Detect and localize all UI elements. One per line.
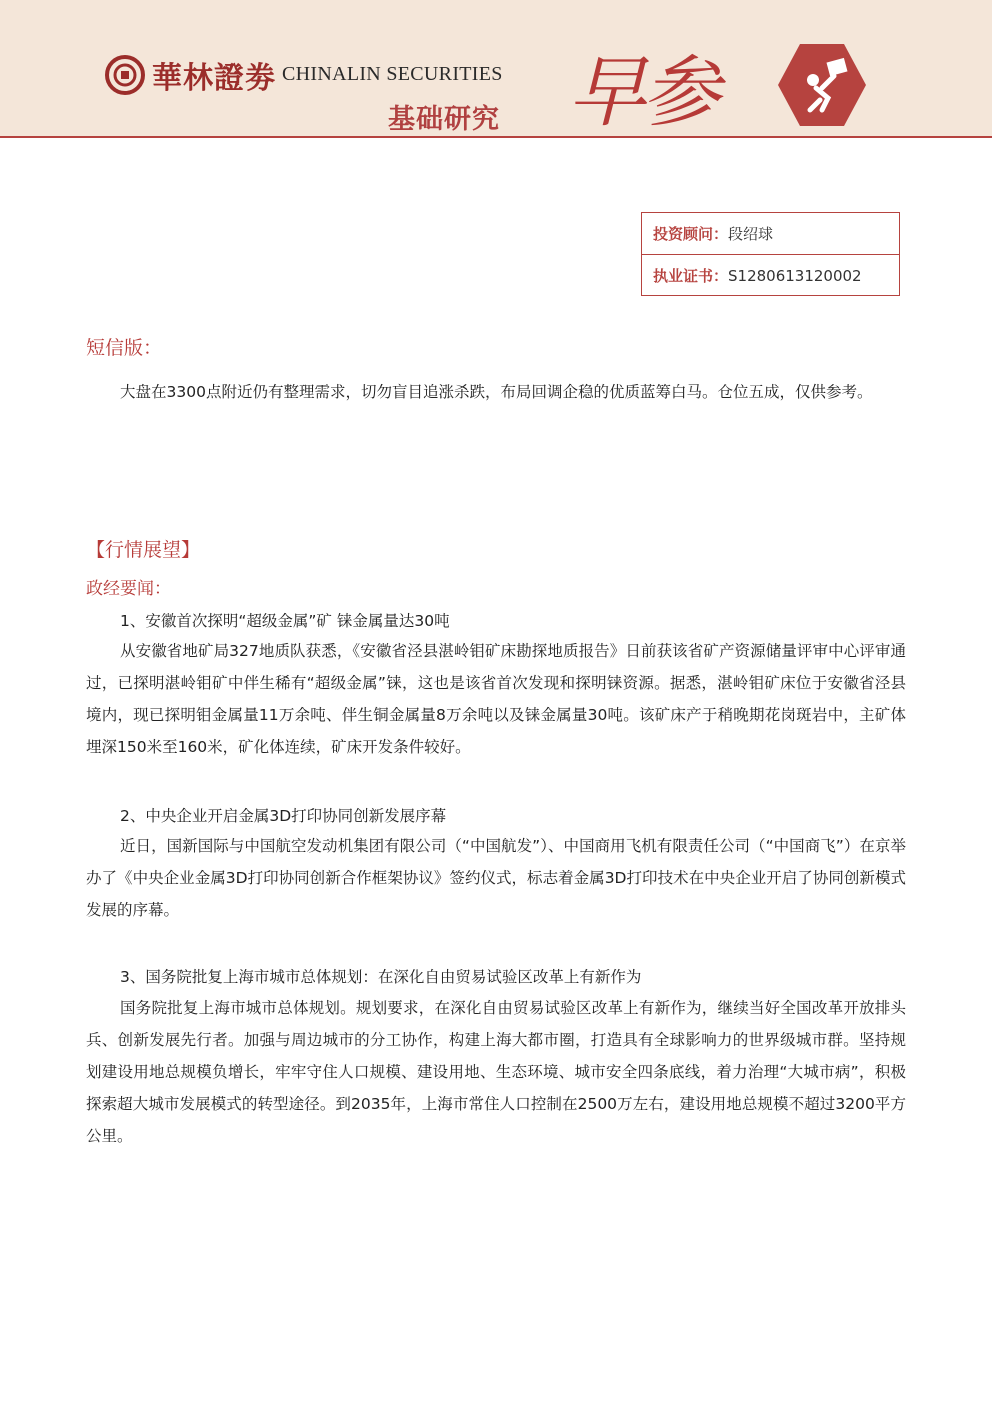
license-number: S1280613120002 (728, 266, 862, 285)
advisor-label: 投资顾问： (653, 225, 729, 243)
news-item-body: 从安徽省地矿局327地质队获悉，《安徽省泾县湛岭钼矿床勘探地质报告》日前获该省矿产资源储量评审中心评审通过，已探明湛岭钼矿中伴生稀有“超级金属”铼，这也是该省首次发现和探明铼资源。据悉，湛岭钼矿床位于安徽省泾县境内，现已探明钼金属量11万余吨、伴生铜金属量8万余吨以及铼金属量30吨。该矿床产于稍晚期花岗斑岩中，主矿体埋深150米至160米，矿化体连续，矿床开发条件较好。 (86, 642, 906, 756)
news-item-title: 1、安徽首次探明“超级金属”矿 铼金属量达30吨 (120, 612, 450, 630)
sms-paragraph: 大盘在3300点附近仍有整理需求，切勿盲目追涨杀跌，布局回调企稳的优质蓝筹白马。仓位五成，仅供参考。 (120, 383, 873, 401)
advisor-row (642, 213, 899, 254)
license-row (642, 254, 899, 296)
hexagon-reader-icon (776, 42, 868, 128)
outlook-section-title: 【行情展望】 (86, 539, 201, 561)
news-item-title: 3、国务院批复上海市城市总体规划：在深化自由贸易试验区改革上有新作为 (120, 968, 642, 986)
chinalin-logo-icon (105, 55, 145, 95)
news-item-title: 2、中央企业开启金属3D打印协同创新发展序幕 (120, 807, 447, 825)
report-title: 早参 (568, 48, 717, 138)
license-label: 执业证书： (653, 267, 729, 285)
news-item-body: 近日，国新国际与中国航空发动机集团有限公司（“中国航发”）、中国商用飞机有限责任公司（“中国商飞”）在京举办了《中央企业金属3D打印协同创新合作框架协议》签约仪式，标志着金属3D打印技术在中央企业开启了协同创新模式发展的序幕。 (86, 837, 906, 919)
sms-section-title: 短信版： (86, 337, 163, 359)
outlook-subtitle: 政经要闻： (86, 579, 171, 599)
page-header (0, 0, 992, 138)
news-item-body: 国务院批复上海市城市总体规划。规划要求，在深化自由贸易试验区改革上有新作为，继续当好全国改革开放排头兵、创新发展先行者。加强与周边城市的分工协作，构建上海大都市圈，打造具有全球影响力的世界级城市群。坚持规划建设用地总规模负增长，牢牢守住人口规模、建设用地、生态环境、城市安全四条底线，着力治理“大城市病”，积极探索超大城市发展模式的转型途径。到2035年，上海市常住人口控制在2500万左右，建设用地总规模不超过3200平方公里。 (86, 999, 906, 1145)
brand-name-en: CHINALIN SECURITIES (282, 63, 503, 85)
report-category: 基础研究 (388, 104, 500, 135)
advisor-name: 段绍球 (728, 225, 774, 243)
advisor-info-box (641, 212, 900, 296)
brand-name-cn: 華林證劵 (152, 61, 276, 96)
